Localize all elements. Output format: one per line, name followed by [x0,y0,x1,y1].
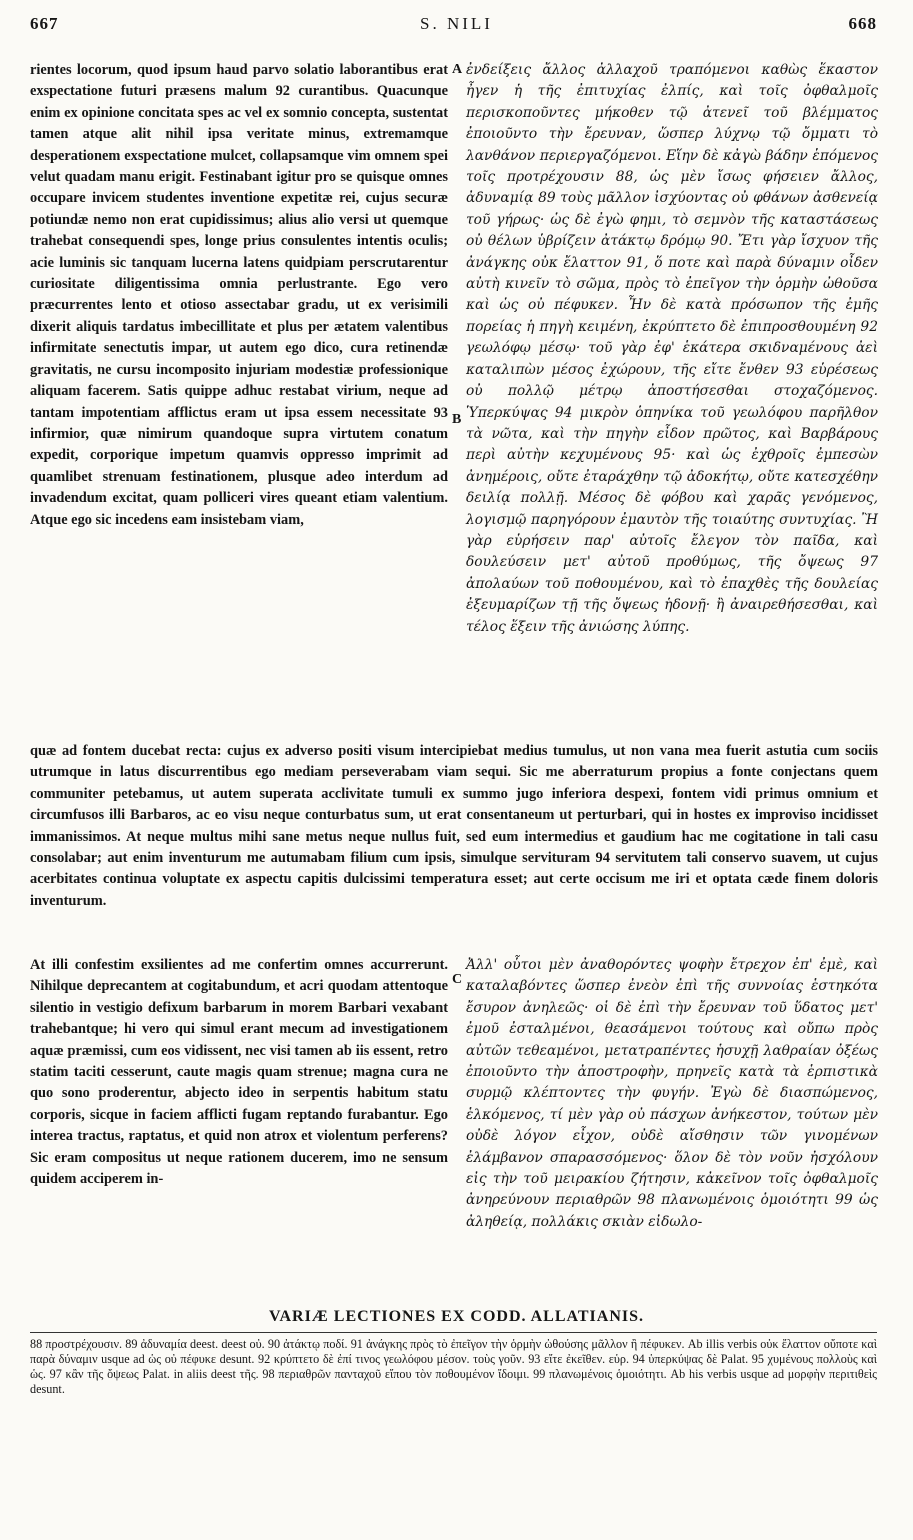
margin-letter-c: C [452,972,463,987]
running-title: S. NILI [420,14,493,33]
latin-paragraph-1: rientes locorum, quod ipsum haud parvo solatio laborantibus erat exspectatione futuri præsens malum 92 curantibus. Quacunque enim ex opinione concitata spes ac vel ex somnio concepta, sustentat tamen atque alit nihil ipsa veritate minus, extremamque desperationem exspectatione mulcet, collapsamque vim omnem spei velut quadam manu erigit. Festinabant igitur pro se quisque omnes occupare invicem studentes inventione expetitæ rei, cujus securæ potiundæ nemo non erat cupidissimus; alius alio versi ut quemque trahebat consequendi spes, longe prius consulentes intentis oculis; acie luminis sic tanquam lucerna latens quidpiam perscrutarentur curiositate diligentissima omnia perlustrante. Ego vero præcurrentes lento et otioso assectabar gradu, ut ex verisimili dixerit aliquis tardatus imbecillitate et plus per ætatem valentibus infirmitate senectutis impar, ut autem ego dico, cura retinendæ gravitatis, ne cursu incomposito injuriam modestiæ professionique aliquam facerem. Satis quippe adhuc restabat virium, neque ad tantam impotentiam afflictus eram ut ipsa essem necessitate 93 infirmior, quæ nimirum quandoque supra virtutem conatum expedit, corporique impetum quamvis oppresso imprimit ad quamlibet strenuam festinationem, plusque adeo interdum ad invadendum excitat, quam polliceri vires queant etiam valentium. Atque ego sic incedens eam insistebam viam, [30,62,448,528]
margin-letter-a: A [452,62,463,77]
footnote-text: 88 προστρέχουσιν. 89 ἀδυναμία deest. deest οὐ. 90 ἀτάκτῳ ποδί. 91 ἀνάγκης πρὸς τὸ ἐπεῖγον τὴν ὁρμὴν ὠθούσης μᾶλλον ἢ πέφυκεν. Ab illis verbis οὐκ ἔλαττον οὔποτε καὶ παρὰ δύναμιν usque ad ὡς οὐ πέφυκε desunt. 92 κρύπτετο δὲ ἐπί τινος γεωλόφου μέσον. τοὺς γοῦν. 93 εἴτε ἐκεῖθεν. εὑρ. 94 ὑπερκύψας δὲ Palat. 95 χυμένους πολλοὺς καὶ ὡς. 97 κἂν τῆς ὄψεως Palat. in aliis deest τῆς. 98 περιαθρῶν πανταχοῦ εἴπου τὸν ποθουμένον ἴδοιμι. 99 πλανωμένοις ὁμοιότητι. Ab his verbis usque ad μορφὴν περιτιθεὶς desunt. [30,1337,877,1396]
page-number-right: 668 [848,14,877,33]
greek-column-1 [466,60,878,638]
greek-column-2 [466,955,878,1233]
latin-column-1 [30,60,448,531]
latin-paragraph-3: At illi confestim exsilientes ad me confertim omnes accurrerunt. Nihilque deprecantem at cogitabundum, et acri quodam attentoque silentio in vestigio defixum barbarum in morem Barbari vexabant trahebantque; hi vero qui simul erant mecum ad investigationem aquæ præmissi, cum eos vidissent, nec visi tamen ab iis essent, retro statim taciti cesserunt, caute magis quam strenue; magna cura ne quo sono proderentur, abjecto ideo in serpentis habitum statu corporis, sicque in faciem afflicti fugam reptando furabantur. Ego interea tractus, raptatus, et quid non atrox et violentum perferens? Sic eram compositus ut neque rationem ducerem, imo ne sensum quidem acciperem in- [30,957,448,1188]
greek-paragraph-1: ἐνδείξεις ἄλλος ἀλλαχοῦ τραπόμενοι καθὼς ἕκαστον ἦγεν ἡ τῆς ἐπιτυχίας ἐλπίς, καὶ τοῖς ὀφθαλμοῖς περισκοποῦντες μήκοθεν τῷ ἀτενεῖ τοῦ βλέμματος ἐποιοῦντο τὴν ἔρευναν, ὥσπερ λύχνῳ τῷ ὄμματι τὸ λανθάνον περιεργαζόμενοι. Εἵην δὲ κἀγὼ βάδην ἑπόμενος τοῖς προτρέχουσιν 88, ὡς μὲν ἴσως φήσειεν ἄλλος, ἀδυναμίᾳ 89 τοὺς μᾶλλον ἰσχύοντας οὐ φθάνων ἀσθενείᾳ τοῦ γήρως· ὡς δὲ ἐγὼ φημι, τὸ σεμνὸν τῆς καταστάσεως οὐ θέλων ὑβρίζειν ἀτάκτῳ δρόμῳ 90. Ἔτι γὰρ ἴσχυον τῆς ἀνάγκης οὐκ ἔλαττον 91, ὅ ποτε καὶ παρὰ δύναμιν οἶδεν αὐτὴ κινεῖν τὸ σῶμα, πρὸς τὸ ἐπεῖγον τὴν ὁρμὴν ὠθοῦσα καὶ ὡς οὐ πέφυκεν. Ἦν δὲ κατὰ πρόσωπον τῆς ἐμῆς πορείας ἡ πηγὴ κειμένη, ἐκρύπτετο δὲ ἐπιπροσθουμένη 92 γεωλόφῳ μέσῳ· τοῦ γὰρ ἐφ' ἑκάτερα σκιδναμένους ἀεὶ καταλιπὼν μέσος ἐχώρουν, τῆς εἴτε ἔνθεν 93 εὑρέσεως οὐ πολλῷ μέτρῳ ἀποστήσεσθαι στοχαζόμενος. Ὑπερκύψας 94 μικρὸν ὁπηνίκα τοῦ γεωλόφου παρῆλθον τὰ νῶτα, καὶ τὴν πηγὴν εἶδον πρῶτος, καὶ Βαρβάρους περὶ αὐτὴν κεχυμένους 95· καὶ ὡς ἐχθροῖς ἐμπεσὼν ἀνημέροις, οὔτε ἐταράχθην τῷ ἀδοκήτῳ, οὔτε κατεσχέθην δειλίᾳ πολλῇ. Μέσος δὲ φόβου καὶ χαρᾶς γενόμενος, λογισμῷ παρηγόρουν ἐμαυτὸν τῆς τοιαύτης συντυχίας. Ἢ γὰρ εὑρήσειν παρ' αὐτοῖς ἔλεγον τὸν παῖδα, καὶ δουλεύσειν μετ' αὐτοῦ προθύμως, τῆς ὄψεως 97 ἀπολαύων τοῦ ποθουμένου, καὶ τὸ ἐπαχθὲς τῆς δουλείας ἐξευμαρίζων τῇ τῆς ὄψεως ἡδονῇ· ἢ ἀναιρεθήσεσθαι, καὶ τέλος ἕξειν τῆς ἀνιώσης λύπης. [466,62,878,635]
latin-full-width [30,741,878,912]
latin-paragraph-2: quæ ad fontem ducebat recta: cujus ex adverso positi visum intercipiebat medius tumulus, ut non vana mea fuerit astutia cum sociis utrumque in latus discurrentibus ego mediam perseverabam viam sequi. Sic me aberraturum propius a fonte conjectans quem communiter petebamus, ut autem superata acclivitate tumuli ex summo jugo inferiora despexi, fontem vidi primus omnium et circumfusos illi Barbaros, ac eo visu neque conturbatus sum, ut erat consentaneum ut perturbari, qui in hostes ex improviso incidisset immanissimos. At neque multus mihi sane metus neque nullus fuit, sed eum intermedius et gaudium hac me cogitatione in tali casu consolabar; aut enim inventurum me autumabam filium cum ipsis, simulque servituram 94 servitutem tali conservo suavem, ut cujus acerbitates continua voluptate ex aspectu capitis dulcissimi temperatura esset; aut certe occisum me iri et optata cæde finem doloris inventurum. [30,743,878,909]
margin-letter-b: B [452,412,462,427]
footnote-rule [30,1332,877,1333]
greek-paragraph-2: Ἀλλ' οὗτοι μὲν ἀναθορόντες ψοφὴν ἔτρεχον ἐπ' ἐμὲ, καὶ καταλαβόντες ὥσπερ ἐνεὸν ἐπὶ τῆς συννοίας ἑστηκότα ἔσυρον ἀνηλεῶς· οἱ δὲ ἐπὶ τὴν ἔρευναν τοῦ ὕδατος μετ' ἐμοῦ ἐσταλμένοι, θεασάμενοι τούτους καὶ οὔπω πρὸς αὐτῶν τεθεαμένοι, μετατραπέντες ἡσυχῇ λαθραίαν ὀξέως ἐποιοῦντο τὴν ἀποστροφὴν, πρηνεῖς κατὰ τὰ ἑρπιστικὰ συρμῷ κλέπτοντες τὴν φυγήν. Ἐγὼ δὲ διασπώμενος, ἑλκόμενος, τί μὲν γὰρ οὐ πάσχων ἀνήκεστον, τούτων μὲν οὐδὲ λόγον εἶχον, οὐδὲ αἴσθησιν τῶν γινομένων ἐλάμβανον σπαρασσόμενος· ὅλον δὲ τὸν νοῦν ἠσχόλουν εἰς τὴν τοῦ μειρακίου ζήτησιν, κἀκεῖνον τοῖς ὀφθαλμοῖς ἀνηρεύνουν περιαθρῶν 98 πλανωμένοις ὁμοιότητι 99 ὡς ἀληθείᾳ, πολλάκις σκιὰν εἰδωλο- [466,957,878,1230]
variae-lectiones-title: VARIÆ LECTIONES EX CODD. ALLATIANIS. [268,1308,645,1325]
page-number-left: 667 [30,14,59,33]
variae-lectiones-notes [30,1337,877,1397]
latin-column-2 [30,955,448,1190]
